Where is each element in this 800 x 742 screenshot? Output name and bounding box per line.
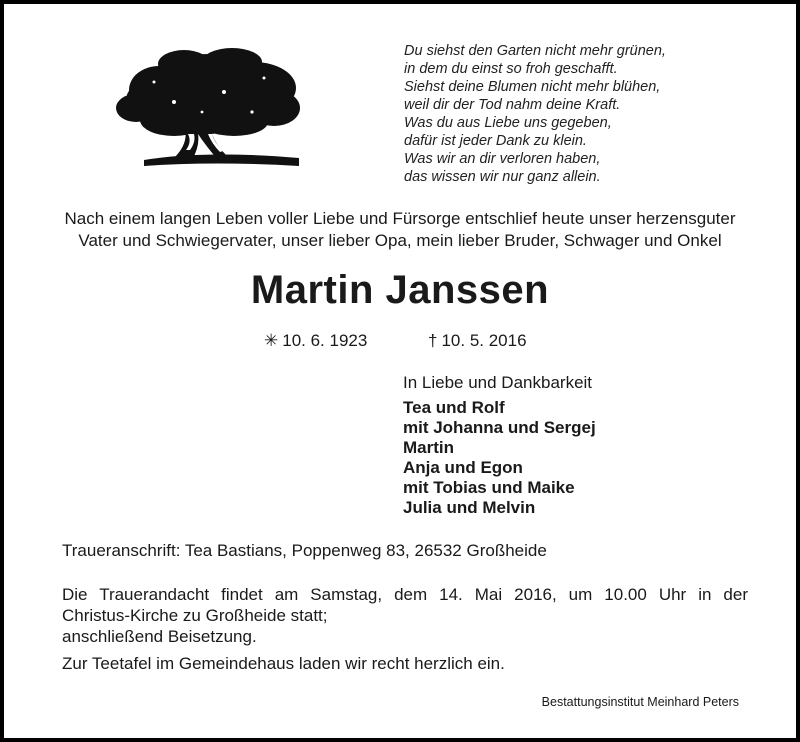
mourning-address: Traueranschrift: Tea Bastians, Poppenweg 83, 26532 Großheide xyxy=(62,541,547,560)
tree-illustration xyxy=(114,42,309,172)
mourner-entry: Tea und Rolf xyxy=(403,398,505,417)
mourner-entry: Julia und Melvin xyxy=(403,498,536,517)
mourners-list xyxy=(403,373,596,518)
poem-line: in dem du einst so froh geschafft. xyxy=(404,61,618,77)
poem-line: das wissen wir nur ganz allein. xyxy=(404,169,601,185)
service-info xyxy=(62,584,748,647)
death-cross-icon: † xyxy=(428,331,438,350)
poem-line: weil dir der Tod nahm deine Kraft. xyxy=(404,97,621,113)
birth-date-value: 10. 6. 1923 xyxy=(282,331,368,350)
death-date xyxy=(428,331,527,351)
birth-star-icon: ✳ xyxy=(264,331,279,350)
funeral-home: Bestattungsinstitut Meinhard Peters xyxy=(541,695,739,709)
poem-line: Was du aus Liebe uns gegeben, xyxy=(404,115,612,131)
service-line: Die Trauerandacht findet am Samstag, dem 14. Mai 2016, um 10.00 Uhr in der xyxy=(62,585,748,604)
deceased-name: Martin Janssen xyxy=(250,268,550,312)
intro-text xyxy=(4,208,796,252)
service-line: Christus-Kirche zu Großheide statt; xyxy=(62,606,328,625)
mourners-lead: In Liebe und Dankbarkeit xyxy=(403,373,593,392)
memorial-poem xyxy=(404,42,666,186)
birth-date xyxy=(264,331,367,351)
mourner-entry: Martin xyxy=(403,438,454,457)
poem-line: Du siehst den Garten nicht mehr grünen, xyxy=(404,43,666,59)
service-line: anschließend Beisetzung. xyxy=(62,627,257,646)
intro-line: Nach einem langen Leben voller Liebe und Fürsorge entschlief heute unser herzensguter xyxy=(64,209,736,228)
mourner-entry: mit Tobias und Maike xyxy=(403,478,575,497)
death-date-value: 10. 5. 2016 xyxy=(441,331,527,350)
tea-invitation: Zur Teetafel im Gemeindehaus laden wir recht herzlich ein. xyxy=(62,654,505,673)
poem-line: Was wir an dir verloren haben, xyxy=(404,151,601,167)
poem-line: dafür ist jeder Dank zu klein. xyxy=(404,133,587,149)
mourner-entry: Anja und Egon xyxy=(403,458,523,477)
poem-line: Siehst deine Blumen nicht mehr blühen, xyxy=(404,79,661,95)
mourner-entry: mit Johanna und Sergej xyxy=(403,418,596,437)
intro-line: Vater und Schwiegervater, unser lieber Opa, mein lieber Bruder, Schwager und Onkel xyxy=(78,231,722,250)
